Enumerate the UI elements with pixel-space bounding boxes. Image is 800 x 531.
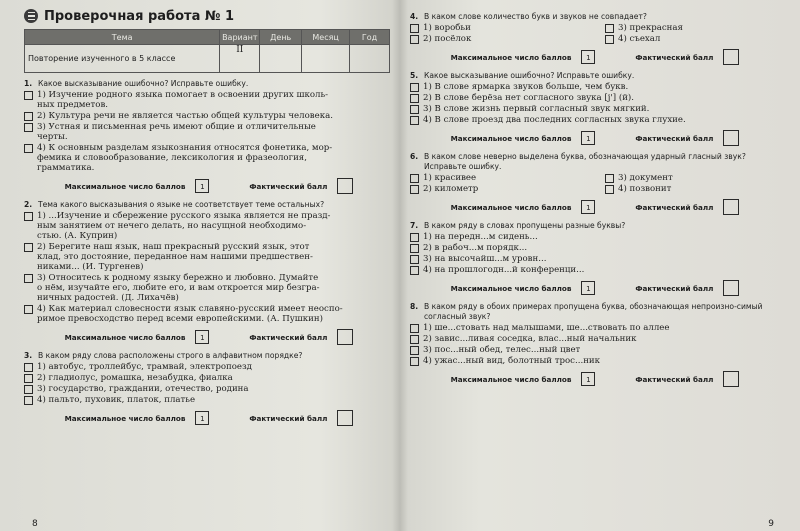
topic-cell: Повторение изученного в 5 классе xyxy=(25,45,220,73)
answer-option[interactable] xyxy=(410,243,780,253)
actual-score-label: Фактический балл xyxy=(249,181,328,191)
max-score-value: 1 xyxy=(195,330,209,344)
question-text: Какое высказывание ошибочно? Исправьте ошибку. xyxy=(424,71,635,80)
answer-option[interactable] xyxy=(24,384,394,394)
question-number: 3. xyxy=(24,351,33,360)
header-year: Год xyxy=(350,30,390,45)
question-header xyxy=(24,79,394,89)
max-score-label: Максимальное число баллов xyxy=(450,202,572,212)
answer-text: 4) съехал xyxy=(618,34,661,44)
answer-option[interactable] xyxy=(410,356,780,366)
answer-options xyxy=(410,82,780,125)
answer-option[interactable] xyxy=(24,304,394,324)
answer-text: 4) ужас...ный вид, болотный трос...ник xyxy=(423,356,601,366)
question-header xyxy=(410,302,780,322)
actual-score-field[interactable] xyxy=(723,371,739,387)
question-8 xyxy=(410,302,780,387)
answer-options xyxy=(24,90,394,173)
actual-score-label: Фактический балл xyxy=(635,133,714,143)
answer-checkbox[interactable] xyxy=(605,174,614,183)
answer-text: 1) ...Изучение и сбережение русского языка является не празд- ным занятием от нечего делать, но насущной необходимо- стью. (А. Куприн) xyxy=(37,211,331,241)
answer-text: 3) документ xyxy=(618,173,673,183)
question-text: Какое высказывание ошибочно? Исправьте ошибку. xyxy=(38,79,249,88)
question-header xyxy=(410,152,780,172)
question-number: 2. xyxy=(24,200,33,209)
month-cell[interactable] xyxy=(302,45,350,73)
score-row xyxy=(410,280,780,296)
answer-text: 3) прекрасная xyxy=(618,23,683,33)
question-3 xyxy=(24,351,394,426)
right-page xyxy=(402,0,800,531)
question-7 xyxy=(410,221,780,296)
answer-option[interactable] xyxy=(410,232,780,242)
question-number: 7. xyxy=(410,221,419,230)
answer-checkbox[interactable] xyxy=(410,357,419,366)
info-table xyxy=(24,29,390,73)
answer-option[interactable] xyxy=(605,23,780,33)
question-6 xyxy=(410,152,780,215)
answer-checkbox[interactable] xyxy=(24,123,33,132)
answer-text: 1) воробьи xyxy=(423,23,471,33)
answer-option[interactable] xyxy=(410,323,780,333)
question-text: В каком ряду в словах пропущены разные буквы? xyxy=(424,221,626,230)
answer-text: 1) на передн...м сидень... xyxy=(423,232,538,242)
answer-checkbox[interactable] xyxy=(24,91,33,100)
answer-option[interactable] xyxy=(410,345,780,355)
answer-checkbox[interactable] xyxy=(410,335,419,344)
question-header xyxy=(410,221,780,231)
answer-checkbox[interactable] xyxy=(410,233,419,242)
actual-score-field[interactable] xyxy=(337,329,353,345)
answer-option[interactable] xyxy=(410,334,780,344)
answer-checkbox[interactable] xyxy=(24,212,33,221)
answer-option[interactable] xyxy=(410,104,780,114)
answer-text: 4) пальто, пуховик, платок, платье xyxy=(37,395,196,405)
answer-options xyxy=(24,362,394,405)
score-row xyxy=(410,371,780,387)
max-score-label: Максимальное число баллов xyxy=(450,283,572,293)
answer-checkbox[interactable] xyxy=(605,35,614,44)
score-row xyxy=(24,329,394,345)
answer-checkbox[interactable] xyxy=(410,116,419,125)
answer-option[interactable] xyxy=(410,173,585,183)
max-score-value: 1 xyxy=(581,50,595,64)
header-day: День xyxy=(260,30,302,45)
max-score-label: Максимальное число баллов xyxy=(450,133,572,143)
year-cell[interactable] xyxy=(350,45,390,73)
answer-options xyxy=(410,323,780,366)
answer-text: 2) завис...ливая соседка, влас...ный начальник xyxy=(423,334,637,344)
list-icon xyxy=(24,9,38,23)
answer-checkbox[interactable] xyxy=(410,105,419,114)
answer-checkbox[interactable] xyxy=(410,174,419,183)
answer-checkbox[interactable] xyxy=(410,24,419,33)
max-score-value: 1 xyxy=(581,200,595,214)
answer-text: 2) В слове берёза нет согласного звука [j'] (й). xyxy=(423,93,635,103)
answer-checkbox[interactable] xyxy=(410,255,419,264)
answer-checkbox[interactable] xyxy=(24,243,33,252)
answer-text: 2) в рабоч...м порядк... xyxy=(423,243,528,253)
max-score-value: 1 xyxy=(581,281,595,295)
question-number: 8. xyxy=(410,302,419,311)
answer-text: 1) Изучение родного языка помогает в освоении других школь- ных предметов. xyxy=(37,90,329,110)
answer-checkbox[interactable] xyxy=(410,324,419,333)
max-score-label: Максимальное число баллов xyxy=(450,52,572,62)
answer-options xyxy=(24,211,394,324)
answer-checkbox[interactable] xyxy=(24,374,33,383)
answer-text: 2) посёлок xyxy=(423,34,472,44)
answer-checkbox[interactable] xyxy=(24,305,33,314)
answer-checkbox[interactable] xyxy=(605,24,614,33)
answer-option[interactable] xyxy=(24,242,394,272)
question-text: В каком ряду в обоих примерах пропущена буква, обозначающая непроизно-симый согласный звук? xyxy=(424,302,763,321)
question-5 xyxy=(410,71,780,146)
actual-score-label: Фактический балл xyxy=(635,202,714,212)
answer-options xyxy=(410,22,780,44)
max-score-value: 1 xyxy=(195,179,209,193)
page-title: Проверочная работа № 1 xyxy=(44,8,235,24)
question-text: В каком слове количество букв и звуков не совпадает? xyxy=(424,12,647,21)
score-row xyxy=(410,199,780,215)
answer-option[interactable] xyxy=(410,254,780,264)
answer-option[interactable] xyxy=(410,23,585,33)
answer-option[interactable] xyxy=(24,211,394,241)
question-header xyxy=(410,12,780,22)
answer-option[interactable] xyxy=(24,111,394,121)
answer-checkbox[interactable] xyxy=(410,94,419,103)
question-text: Тема какого высказывания о языке не соответствует теме остальных? xyxy=(38,200,325,209)
actual-score-field[interactable] xyxy=(723,49,739,65)
max-score-label: Максимальное число баллов xyxy=(64,181,186,191)
actual-score-label: Фактический балл xyxy=(635,52,714,62)
max-score-label: Максимальное число баллов xyxy=(64,332,186,342)
score-row xyxy=(24,178,394,194)
actual-score-field[interactable] xyxy=(723,199,739,215)
answer-text: 2) гладиолус, ромашка, незабудка, фиалка xyxy=(37,373,233,383)
actual-score-field[interactable] xyxy=(723,130,739,146)
answer-option[interactable] xyxy=(24,273,394,303)
answer-text: 3) Устная и письменная речь имеют общие и отличительные черты. xyxy=(37,122,316,142)
answer-text: 3) пос...ный обед, телес...ный цвет xyxy=(423,345,581,355)
question-header xyxy=(24,351,394,361)
answer-text: 4) на прошлогодн...й конференци... xyxy=(423,265,585,275)
answer-checkbox[interactable] xyxy=(24,144,33,153)
answer-checkbox[interactable] xyxy=(24,363,33,372)
answer-text: 2) Культура речи не является частью общей культуры человека. xyxy=(37,111,333,121)
header-month: Месяц xyxy=(302,30,350,45)
score-row xyxy=(24,410,394,426)
page-number: 8 xyxy=(32,519,38,529)
answer-checkbox[interactable] xyxy=(410,346,419,355)
answer-option[interactable] xyxy=(410,184,585,194)
left-page xyxy=(0,0,398,531)
answer-checkbox[interactable] xyxy=(410,244,419,253)
answer-option[interactable] xyxy=(24,90,394,110)
question-header xyxy=(410,71,780,81)
left-question-list xyxy=(24,79,394,426)
question-number: 6. xyxy=(410,152,419,161)
answer-text: 4) Как материал словесности язык славяно-русский имеет неоспо- римое превосходство перед всеми европейскими. (А. Пушкин) xyxy=(37,304,343,324)
max-score-value: 1 xyxy=(581,131,595,145)
actual-score-field[interactable] xyxy=(337,410,353,426)
question-text: В каком слове неверно выделена буква, обозначающая ударный гласный звук? Исправьте ошибку. xyxy=(424,152,746,171)
question-2 xyxy=(24,200,394,345)
answer-checkbox[interactable] xyxy=(410,83,419,92)
max-score-label: Максимальное число баллов xyxy=(64,413,186,423)
answer-text: 3) В слове жизнь первый согласный звук мягкий. xyxy=(423,104,650,114)
question-number: 4. xyxy=(410,12,419,21)
answer-options xyxy=(410,172,780,194)
variant-cell: II xyxy=(220,45,260,73)
answer-text: 4) В слове проезд два последних согласных звука глухие. xyxy=(423,115,686,125)
page-number: 9 xyxy=(768,519,774,529)
answer-text: 1) красивее xyxy=(423,173,477,183)
score-row xyxy=(410,49,780,65)
question-header xyxy=(24,200,394,210)
answer-text: 3) государство, граждании, отечество, родина xyxy=(37,384,249,394)
actual-score-label: Фактический балл xyxy=(249,332,328,342)
answer-text: 1) ше...стовать над малышами, ше...ствовать по аллее xyxy=(423,323,670,333)
answer-option[interactable] xyxy=(605,34,780,44)
answer-text: 2) Берегите наш язык, наш прекрасный русский язык, этот клад, это достояние, переданное нам нашими предшествен- никами... (И. Тургенев) xyxy=(37,242,313,272)
day-cell[interactable] xyxy=(260,45,302,73)
answer-option[interactable] xyxy=(605,184,780,194)
answer-checkbox[interactable] xyxy=(24,274,33,283)
answer-text: 3) на высочайш...м уровн... xyxy=(423,254,547,264)
answer-option[interactable] xyxy=(410,82,780,92)
answer-options xyxy=(410,232,780,275)
score-row xyxy=(410,130,780,146)
answer-option[interactable] xyxy=(605,173,780,183)
answer-option[interactable] xyxy=(24,122,394,142)
answer-option[interactable] xyxy=(410,265,780,275)
answer-text: 4) позвонит xyxy=(618,184,672,194)
answer-text: 3) Относитесь к родному языку бережно и любовно. Думайте о нём, изучайте его, любите его, и вам откроется мир безгра- ничных радостей. (Д. Лихачёв) xyxy=(37,273,320,303)
answer-option[interactable] xyxy=(24,143,394,173)
answer-option[interactable] xyxy=(410,34,585,44)
max-score-label: Максимальное число баллов xyxy=(450,374,572,384)
question-text: В каком ряду слова расположены строго в алфавитном порядке? xyxy=(38,351,303,360)
actual-score-label: Фактический балл xyxy=(635,374,714,384)
title-row xyxy=(24,6,394,26)
answer-text: 2) километр xyxy=(423,184,479,194)
answer-text: 4) К основным разделам языкознания относятся фонетика, мор- фемика и словообразование, лексикология и фразеология, грамматика. xyxy=(37,143,333,173)
max-score-value: 1 xyxy=(581,372,595,386)
right-question-list xyxy=(410,12,780,387)
answer-checkbox[interactable] xyxy=(605,185,614,194)
answer-checkbox[interactable] xyxy=(410,35,419,44)
answer-checkbox[interactable] xyxy=(410,185,419,194)
question-1 xyxy=(24,79,394,194)
answer-option[interactable] xyxy=(410,93,780,103)
actual-score-field[interactable] xyxy=(337,178,353,194)
answer-text: 1) автобус, троллейбус, трамвай, электропоезд xyxy=(37,362,252,372)
answer-checkbox[interactable] xyxy=(24,112,33,121)
answer-checkbox[interactable] xyxy=(410,266,419,275)
actual-score-label: Фактический балл xyxy=(249,413,328,423)
answer-checkbox[interactable] xyxy=(24,396,33,405)
answer-option[interactable] xyxy=(24,395,394,405)
actual-score-label: Фактический балл xyxy=(635,283,714,293)
answer-option[interactable] xyxy=(24,373,394,383)
answer-text: 1) В слове ярмарка звуков больше, чем букв. xyxy=(423,82,629,92)
answer-option[interactable] xyxy=(24,362,394,372)
question-number: 5. xyxy=(410,71,419,80)
max-score-value: 1 xyxy=(195,411,209,425)
question-4 xyxy=(410,12,780,65)
answer-checkbox[interactable] xyxy=(24,385,33,394)
actual-score-field[interactable] xyxy=(723,280,739,296)
header-topic: Тема xyxy=(25,30,220,45)
answer-option[interactable] xyxy=(410,115,780,125)
header-variant: Вариант xyxy=(220,30,260,45)
question-number: 1. xyxy=(24,79,33,88)
